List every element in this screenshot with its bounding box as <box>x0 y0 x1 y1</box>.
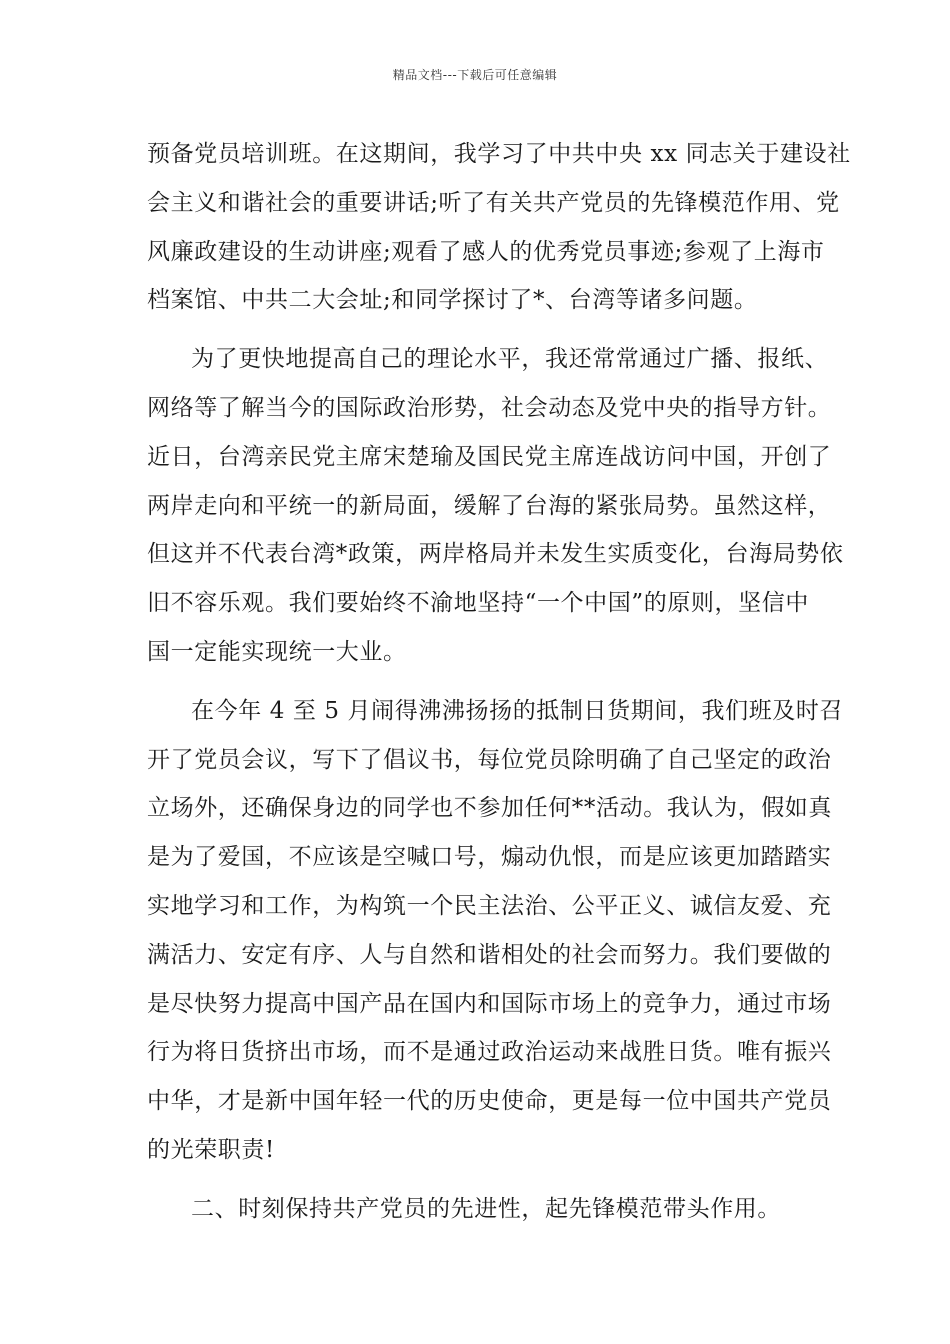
text-line: 行为将日货挤出市场，而不是通过政治运动来战胜日货。唯有振兴 <box>147 1039 832 1066</box>
text-line: 为了更快地提高自己的理论水平，我还常常通过广播、报纸、 <box>191 346 829 373</box>
text-line: 是尽快努力提高中国产品在国内和国际市场上的竞争力，通过市场 <box>147 990 832 1017</box>
text-line: 近日，台湾亲民党主席宋楚瑜及国民党主席连战访问中国，开创了 <box>147 443 832 470</box>
text-line: 旧不容乐观。我们要始终不渝地坚持“一个中国”的原则，坚信中 <box>147 590 809 617</box>
text-line: 会主义和谐社会的重要讲话;听了有关共产党员的先锋模范作用、党 <box>147 189 840 216</box>
text-line: 立场外，还确保身边的同学也不参加任何**活动。我认为，假如真 <box>147 795 832 822</box>
page-header: 精品文档---下载后可任意编辑 <box>392 68 558 82</box>
text-line: 实地学习和工作，为构筑一个民主法治、公平正义、诚信友爱、充 <box>147 892 832 919</box>
text-line: 中华，才是新中国年轻一代的历史使命，更是每一位中国共产党员 <box>147 1088 832 1115</box>
text-line: 满活力、安定有序、人与自然和谐相处的社会而努力。我们要做的 <box>147 941 832 968</box>
paragraph <box>147 130 851 325</box>
text-line: 两岸走向和平统一的新局面，缓解了台海的紧张局势。虽然这样， <box>147 492 832 519</box>
paragraph <box>147 335 844 677</box>
text-line: 风廉政建设的生动讲座;观看了感人的优秀党员事迹;参观了上海市 <box>147 238 825 265</box>
text-line: 网络等了解当今的国际政治形势，社会动态及党中央的指导方针。 <box>147 394 832 421</box>
text-line: 在今年 4 至 5 月闹得沸沸扬扬的抵制日货期间，我们班及时召 <box>191 697 844 724</box>
text-line: 预备党员培训班。在这期间，我学习了中共中央 xx 同志关于建设社 <box>147 141 851 167</box>
paragraph <box>147 687 844 1175</box>
text-line: 国一定能实现统一大业。 <box>147 638 407 665</box>
document-body <box>147 130 851 1234</box>
text-line: 二、时刻保持共产党员的先进性，起先锋模范带头作用。 <box>191 1195 781 1222</box>
text-line: 但这并不代表台湾*政策，两岸格局并未发生实质变化，台海局势依 <box>147 541 844 568</box>
text-line: 是为了爱国，不应该是空喊口号，煽动仇恨，而是应该更加踏踏实 <box>147 844 832 871</box>
text-line: 的光荣职责! <box>147 1136 275 1163</box>
section-heading <box>147 1185 807 1234</box>
text-line: 开了党员会议，写下了倡议书，每位党员除明确了自己坚定的政治 <box>147 746 832 773</box>
text-line: 档案馆、中共二大会址;和同学探讨了*、台湾等诸多问题。 <box>147 287 758 314</box>
